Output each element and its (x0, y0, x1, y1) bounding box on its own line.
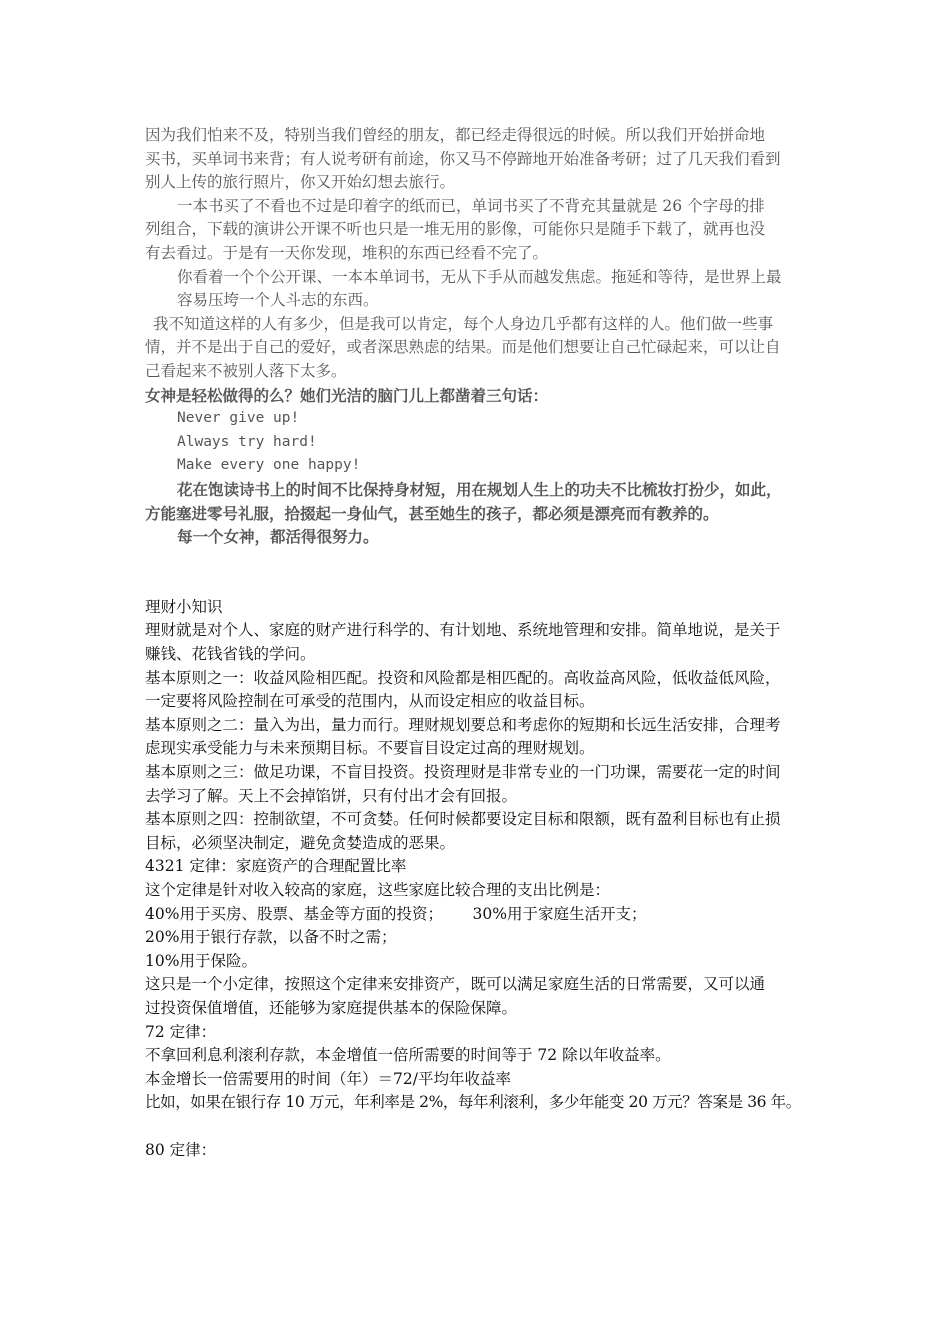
essay-line: 我不知道这样的人有多少，但是我可以肯定，每个人身边几乎都有这样的人。他们做一些事 (153, 314, 774, 333)
goddess-line: 方能塞进零号礼服，拾掇起一身仙气，甚至她生的孩子，都必须是漂亮而有教养的。 (145, 503, 719, 523)
rule80-section (145, 1139, 817, 1163)
finance-line: 10%用于保险。 (145, 951, 257, 970)
finance-line: 基本原则之三：做足功课，不盲目投资。投资理财是非常专业的一门功课，需要花一定的时间 (145, 763, 781, 782)
blank-line (145, 1115, 817, 1139)
finance-line: 72 定律： (145, 1022, 217, 1041)
finance-section (145, 596, 817, 1115)
finance-line: 4321 定律：家庭资产的合理配置比率 (145, 857, 407, 876)
finance-line: 20%用于银行存款，以备不时之需； (145, 928, 397, 947)
goddess-line: 每一个女神，都活得很努力。 (177, 527, 379, 547)
motto-line: Make every one happy! (177, 457, 361, 474)
essay-line: 因为我们怕来不及，特别当我们曾经的朋友，都已经走得很远的时候。所以我们开始拼命地 (145, 126, 766, 144)
finance-line: 这只是一个小定律，按照这个定律来安排资产，既可以满足家庭生活的日常需要，又可以通 (145, 975, 766, 994)
blank-line (145, 549, 817, 573)
finance-line: 去学习了解。天上不会掉馅饼，只有付出才会有回报。 (145, 786, 518, 805)
finance-line: 本金增长一倍需要用的时间（年）＝72/平均年收益率 (145, 1069, 511, 1088)
finance-line: 理财就是对个人、家庭的财产进行科学的、有计划地、系统地管理和安排。简单地说，是关于 (145, 621, 781, 640)
finance-title: 理财小知识 (145, 597, 223, 616)
finance-line: 目标，必须坚决制定，避免贪婪造成的恶果。 (145, 833, 456, 852)
finance-line: 基本原则之二：量入为出，量力而行。理财规划要总和考虑你的短期和长远生活安排，合理考 (145, 715, 781, 734)
goddess-line: 花在饱读诗书上的时间不比保持身材短，用在规划人生上的功夫不比梳妆打扮少，如此， (177, 479, 782, 499)
essay-line: 一本书买了不看也不过是印着字的纸而已，单词书买了不背充其量就是 26 个字母的排 (177, 196, 765, 215)
finance-line: 一定要将风险控制在可承受的范围内，从而设定相应的收益目标。 (145, 692, 595, 711)
finance-line: 这个定律是针对收入较高的家庭，这些家庭比较合理的支出比例是： (145, 881, 611, 899)
blank-line (145, 572, 817, 596)
finance-line: 40%用于买房、股票、基金等方面的投资； 30%用于家庭生活开支； (145, 904, 647, 923)
motto-line: Always try hard! (177, 433, 317, 450)
essay-section (145, 124, 817, 384)
finance-line: 80 定律： (145, 1140, 217, 1159)
goddess-section (145, 384, 817, 549)
essay-line: 己看起来不被别人落下太多。 (145, 361, 347, 380)
essay-line: 买书，买单词书来背；有人说考研有前途，你又马不停蹄地开始准备考研；过了几天我们看到 (145, 149, 781, 168)
document-page (145, 124, 817, 1162)
finance-line: 虑现实承受能力与未来预期目标。不要盲目设定过高的理财规划。 (145, 739, 595, 758)
essay-line: 情，并不是出于自己的爱好，或者深思熟虑的结果。而是他们想要让自己忙碌起来，可以让自 (145, 338, 781, 357)
essay-line: 列组合，下载的演讲公开课不听也只是一堆无用的影像，可能你只是随手下载了，就再也没 (145, 220, 766, 239)
finance-line: 基本原则之四：控制欲望，不可贪婪。任何时候都要设定目标和限额，既有盈利目标也有止损 (145, 810, 781, 829)
motto-line: Never give up! (177, 410, 300, 427)
finance-line: 基本原则之一：收益风险相匹配。投资和风险都是相匹配的。高收益高风险，低收益低风险， (145, 668, 781, 687)
essay-line: 别人上传的旅行照片，你又开始幻想去旅行。 (145, 173, 456, 192)
essay-line: 有去看过。于是有一天你发现，堆积的东西已经看不完了。 (145, 243, 549, 262)
essay-line: 容易压垮一个人斗志的东西。 (177, 291, 379, 310)
finance-line: 过投资保值增值，还能够为家庭提供基本的保险保障。 (145, 998, 518, 1017)
finance-line: 赚钱、花钱省钱的学问。 (145, 645, 316, 664)
goddess-heading: 女神是轻松做得的么？她们光洁的脑门儿上都凿着三句话： (145, 385, 549, 405)
essay-line: 你看着一个个公开课、一本本单词书，无从下手从而越发焦虑。拖延和等待，是世界上最 (177, 267, 782, 286)
finance-line: 不拿回利息利滚利存款，本金增值一倍所需要的时间等于 72 除以年收益率。 (145, 1046, 671, 1065)
finance-line: 比如，如果在银行存 10 万元，年利率是 2%，每年利滚利，多少年能变 20 万元？答案是 36 年。 (145, 1093, 801, 1112)
